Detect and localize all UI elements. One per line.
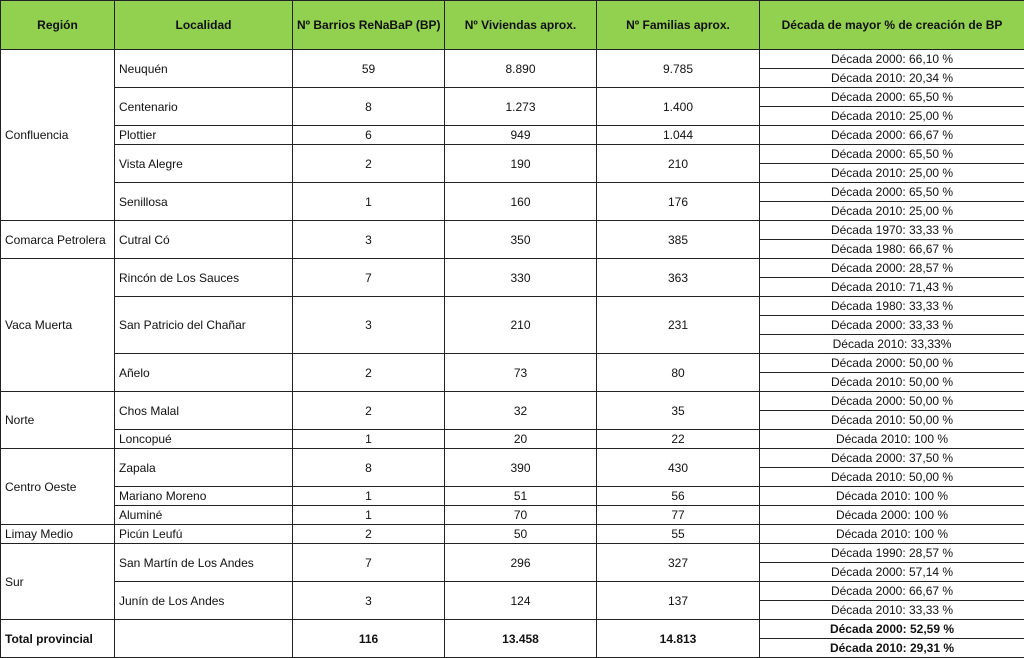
decada-cell: Década 2010: 71,43 % bbox=[760, 278, 1024, 297]
table-row bbox=[1, 221, 1024, 240]
decada-cell: Década 2000: 50,00 % bbox=[760, 392, 1024, 411]
familias-cell: 77 bbox=[597, 506, 760, 525]
header-row bbox=[1, 1, 1024, 50]
decada-cell: Década 2010: 25,00 % bbox=[760, 202, 1024, 221]
viviendas-cell: 51 bbox=[445, 487, 597, 506]
localidad-cell: Aluminé bbox=[115, 506, 293, 525]
barrios-cell: 1 bbox=[293, 506, 445, 525]
familias-cell: 385 bbox=[597, 221, 760, 259]
viviendas-cell: 949 bbox=[445, 126, 597, 145]
table-row bbox=[1, 354, 1024, 373]
table-row bbox=[1, 582, 1024, 601]
decada-cell: Década 2000: 66,67 % bbox=[760, 126, 1024, 145]
region-cell: Comarca Petrolera bbox=[1, 221, 115, 259]
region-cell: Confluencia bbox=[1, 50, 115, 221]
localidad-cell: San Patricio del Chañar bbox=[115, 297, 293, 354]
table-row bbox=[1, 487, 1024, 506]
barrios-cell: 2 bbox=[293, 392, 445, 430]
familias-cell: 210 bbox=[597, 145, 760, 183]
table-row bbox=[1, 259, 1024, 278]
total-barrios: 116 bbox=[293, 620, 445, 658]
barrios-cell: 3 bbox=[293, 221, 445, 259]
region-cell: Sur bbox=[1, 544, 115, 620]
localidad-cell: Rincón de Los Sauces bbox=[115, 259, 293, 297]
table-row bbox=[1, 430, 1024, 449]
decada-cell: Década 2010: 20,34 % bbox=[760, 69, 1024, 88]
viviendas-cell: 50 bbox=[445, 525, 597, 544]
table-row bbox=[1, 525, 1024, 544]
decada-cell: Década 1980: 33,33 % bbox=[760, 297, 1024, 316]
familias-cell: 327 bbox=[597, 544, 760, 582]
viviendas-cell: 8.890 bbox=[445, 50, 597, 88]
localidad-cell: Centenario bbox=[115, 88, 293, 126]
familias-cell: 137 bbox=[597, 582, 760, 620]
viviendas-cell: 330 bbox=[445, 259, 597, 297]
decada-cell: Década 2000: 65,50 % bbox=[760, 88, 1024, 107]
header-localidad: Localidad bbox=[115, 1, 293, 50]
localidad-cell: Neuquén bbox=[115, 50, 293, 88]
familias-cell: 9.785 bbox=[597, 50, 760, 88]
decada-cell: Década 2010: 50,00 % bbox=[760, 468, 1024, 487]
familias-cell: 430 bbox=[597, 449, 760, 487]
barrios-cell: 3 bbox=[293, 297, 445, 354]
familias-cell: 56 bbox=[597, 487, 760, 506]
barrios-cell: 2 bbox=[293, 354, 445, 392]
familias-cell: 55 bbox=[597, 525, 760, 544]
region-cell: Vaca Muerta bbox=[1, 259, 115, 392]
viviendas-cell: 190 bbox=[445, 145, 597, 183]
localidad-cell: Picún Leufú bbox=[115, 525, 293, 544]
barrios-cell: 6 bbox=[293, 126, 445, 145]
barrios-cell: 7 bbox=[293, 259, 445, 297]
decada-cell: Década 2010: 33,33 % bbox=[760, 601, 1024, 620]
barrios-cell: 8 bbox=[293, 88, 445, 126]
viviendas-cell: 390 bbox=[445, 449, 597, 487]
decada-cell: Década 2000: 100 % bbox=[760, 506, 1024, 525]
total-label: Total provincial bbox=[1, 620, 115, 658]
localidad-cell: San Martín de Los Andes bbox=[115, 544, 293, 582]
barrios-cell: 1 bbox=[293, 430, 445, 449]
familias-cell: 176 bbox=[597, 183, 760, 221]
decada-cell: Década 2010: 25,00 % bbox=[760, 164, 1024, 183]
table-row bbox=[1, 506, 1024, 525]
total-decada-cell: Década 2000: 52,59 % bbox=[760, 620, 1024, 639]
barrios-cell: 3 bbox=[293, 582, 445, 620]
familias-cell: 35 bbox=[597, 392, 760, 430]
localidad-cell: Senillosa bbox=[115, 183, 293, 221]
familias-cell: 80 bbox=[597, 354, 760, 392]
header-viviendas: Nº Viviendas aprox. bbox=[445, 1, 597, 50]
familias-cell: 363 bbox=[597, 259, 760, 297]
table-row bbox=[1, 544, 1024, 563]
decada-cell: Década 2000: 65,50 % bbox=[760, 145, 1024, 164]
table-row bbox=[1, 449, 1024, 468]
localidad-cell: Cutral Có bbox=[115, 221, 293, 259]
header-familias: Nº Familias aprox. bbox=[597, 1, 760, 50]
header-region: Región bbox=[1, 1, 115, 50]
barrios-cell: 1 bbox=[293, 183, 445, 221]
decada-cell: Década 2000: 65,50 % bbox=[760, 183, 1024, 202]
localidad-cell: Junín de Los Andes bbox=[115, 582, 293, 620]
table-row bbox=[1, 297, 1024, 316]
viviendas-cell: 160 bbox=[445, 183, 597, 221]
decada-cell: Década 2000: 66,67 % bbox=[760, 582, 1024, 601]
barrios-cell: 59 bbox=[293, 50, 445, 88]
decada-cell: Década 1970: 33,33 % bbox=[760, 221, 1024, 240]
localidad-cell: Chos Malal bbox=[115, 392, 293, 430]
header-barrios: Nº Barrios ReNaBaP (BP) bbox=[293, 1, 445, 50]
region-cell: Centro Oeste bbox=[1, 449, 115, 525]
decada-cell: Década 2000: 37,50 % bbox=[760, 449, 1024, 468]
viviendas-cell: 124 bbox=[445, 582, 597, 620]
viviendas-cell: 73 bbox=[445, 354, 597, 392]
decada-cell: Década 2010: 100 % bbox=[760, 487, 1024, 506]
region-cell: Limay Medio bbox=[1, 525, 115, 544]
table-row bbox=[1, 145, 1024, 164]
decada-cell: Década 2000: 33,33 % bbox=[760, 316, 1024, 335]
decada-cell: Década 2000: 57,14 % bbox=[760, 563, 1024, 582]
table-row bbox=[1, 183, 1024, 202]
decada-cell: Década 2000: 50,00 % bbox=[760, 354, 1024, 373]
familias-cell: 1.044 bbox=[597, 126, 760, 145]
decada-cell: Década 2010: 100 % bbox=[760, 430, 1024, 449]
localidad-cell: Mariano Moreno bbox=[115, 487, 293, 506]
viviendas-cell: 210 bbox=[445, 297, 597, 354]
decada-cell: Década 2010: 50,00 % bbox=[760, 373, 1024, 392]
familias-cell: 231 bbox=[597, 297, 760, 354]
localidad-cell: Añelo bbox=[115, 354, 293, 392]
localidad-cell: Vista Alegre bbox=[115, 145, 293, 183]
total-familias: 14.813 bbox=[597, 620, 760, 658]
viviendas-cell: 1.273 bbox=[445, 88, 597, 126]
table-row bbox=[1, 126, 1024, 145]
decada-cell: Década 2010: 100 % bbox=[760, 525, 1024, 544]
total-localidad-empty bbox=[115, 620, 293, 658]
table-row bbox=[1, 88, 1024, 107]
familias-cell: 22 bbox=[597, 430, 760, 449]
localidad-cell: Loncopué bbox=[115, 430, 293, 449]
viviendas-cell: 20 bbox=[445, 430, 597, 449]
barrios-cell: 1 bbox=[293, 487, 445, 506]
localidad-cell: Zapala bbox=[115, 449, 293, 487]
decada-cell: Década 2010: 50,00 % bbox=[760, 411, 1024, 430]
viviendas-cell: 32 bbox=[445, 392, 597, 430]
decada-cell: Década 2010: 25,00 % bbox=[760, 107, 1024, 126]
decada-cell: Década 1980: 66,67 % bbox=[760, 240, 1024, 259]
barrios-cell: 7 bbox=[293, 544, 445, 582]
viviendas-cell: 70 bbox=[445, 506, 597, 525]
total-viviendas: 13.458 bbox=[445, 620, 597, 658]
decada-cell: Década 2000: 28,57 % bbox=[760, 259, 1024, 278]
barrios-cell: 8 bbox=[293, 449, 445, 487]
total-row bbox=[1, 620, 1024, 639]
localidad-cell: Plottier bbox=[115, 126, 293, 145]
decada-cell: Década 2010: 33,33% bbox=[760, 335, 1024, 354]
decada-cell: Década 1990: 28,57 % bbox=[760, 544, 1024, 563]
viviendas-cell: 350 bbox=[445, 221, 597, 259]
decada-cell: Década 2000: 66,10 % bbox=[760, 50, 1024, 69]
header-decada: Década de mayor % de creación de BP bbox=[760, 1, 1024, 50]
viviendas-cell: 296 bbox=[445, 544, 597, 582]
familias-cell: 1.400 bbox=[597, 88, 760, 126]
barrios-cell: 2 bbox=[293, 525, 445, 544]
total-decada-cell: Década 2010: 29,31 % bbox=[760, 639, 1024, 658]
region-cell: Norte bbox=[1, 392, 115, 449]
table-row bbox=[1, 50, 1024, 69]
table-body bbox=[1, 50, 1024, 658]
barrios-cell: 2 bbox=[293, 145, 445, 183]
table-row bbox=[1, 392, 1024, 411]
